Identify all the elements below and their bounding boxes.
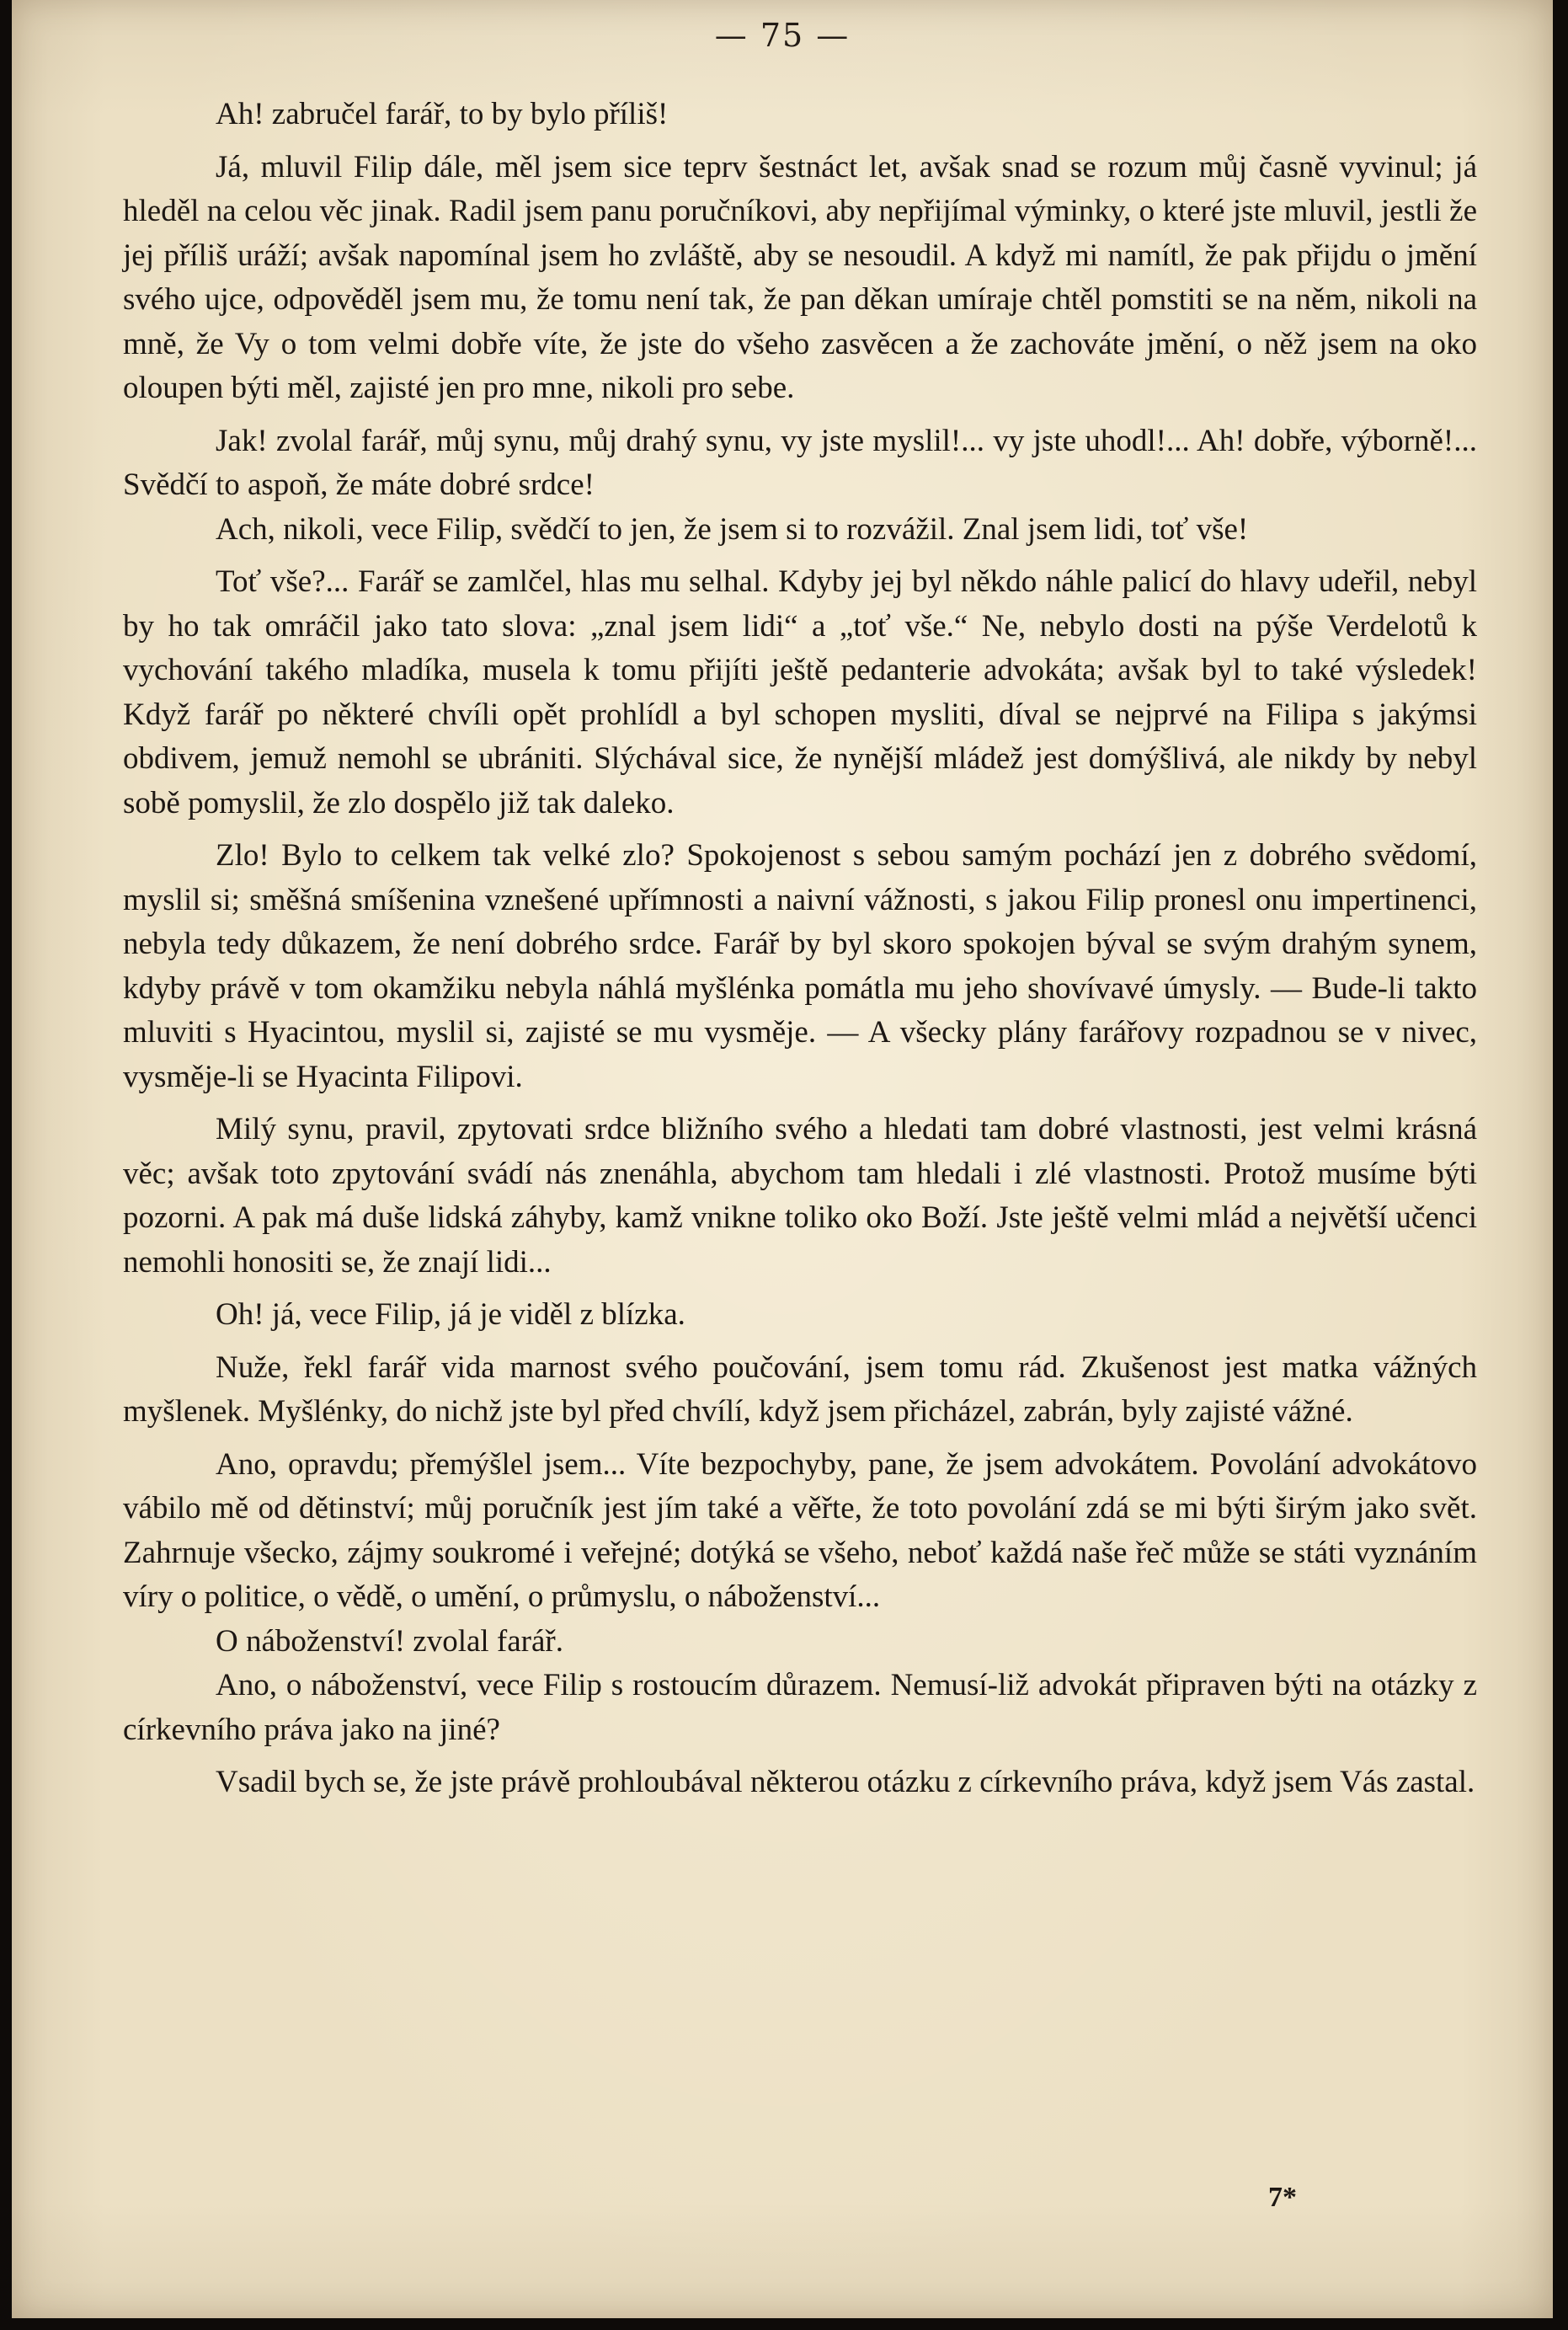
- page-number: — 75 —: [714, 17, 851, 54]
- paragraph: Vsadil bych se, že jste právě prohloubával některou otázku z církevního práva, když jsem Vás zastal.: [216, 1765, 1475, 1799]
- paragraph: Milý synu, pravil, zpytovati srdce bližního svého a hledati tam dobré vlastnosti, jest velmi krásná věc; avšak toto zpytování svádí nás znenáhla, abychom tam hledali i zlé vlastnosti. Protož musíme býti pozorni. A pak má duše lidská záhyby, kamž vnikne toliko oko Boží. Jste ještě velmi mlád a největší učenci nemohli honositi se, že znají lidi...: [123, 1112, 1477, 1280]
- paragraph: Oh! já, vece Filip, já je viděl z blízka.: [216, 1297, 685, 1332]
- paragraph: Toť vše?... Farář se zamlčel, hlas mu selhal. Kdyby jej byl někdo náhle palicí do hlavy udeřil, nebyl by ho tak omráčil jako tato slova: „znal jsem lidi“ a „toť vše.“ Ne, nebylo dosti na pýše Verdelotů k vychování takého mladíka, musela k tomu přijíti ještě pedanterie advokáta; avšak byl to také výsledek! Když farář po některé chvíli opět prohlídl a byl schopen mysliti, díval se nejprvé na Filipa s jakýmsi obdivem, jemuž nemohl se ubrániti. Slýchával sice, že nynější mládež jest domýšlivá, ale nikdy by nebyl sobě pomyslil, že zlo dospělo již tak daleko.: [123, 564, 1477, 820]
- signature-mark: 7*: [1268, 2182, 1297, 2213]
- paragraph: Ano, opravdu; přemýšlel jsem... Víte bezpochyby, pane, že jsem advokátem. Povolání advokátovo vábilo mě od dětinství; můj poručník jest jím také a věřte, že toto povolání zdá se mi býti širým jako svět. Zahrnuje všecko, zájmy soukromé i veřejné; dotýká se všeho, neboť každá naše řeč může se státi vyznáním víry o politice, o vědě, o umění, o průmyslu, o náboženství...: [123, 1446, 1477, 1614]
- book-page: [12, 0, 1553, 2318]
- paragraph: O náboženství! zvolal farář.: [216, 1623, 563, 1659]
- paragraph: Já, mluvil Filip dále, měl jsem sice teprv šestnáct let, avšak snad se rozum můj časně vyvinul; já hleděl na celou věc jinak. Radil jsem panu poručníkovi, aby nepřijímal výminky, o které jste mluvil, jestli že jej příliš uráží; avšak napomínal jsem ho zvláště, aby se nesoudil. A když mi namítl, že pak přijdu o jmění svého ujce, odpověděl jsem mu, že tomu není tak, že pan děkan umíraje chtěl pomstiti se na něm, nikoli na mně, že Vy o tom velmi dobře víte, že jste do všeho zasvěcen a že zachováte jmění, o něž jsem na oko oloupen býti měl, zajisté jen pro mne, nikoli pro sebe.: [123, 149, 1477, 405]
- body-text: [123, 93, 1477, 1814]
- paragraph: Ah! zabručel farář, to by bylo příliš!: [216, 97, 669, 131]
- paragraph: Ano, o náboženství, vece Filip s rostoucím důrazem. Nemusí-liž advokát připraven býti na otázky z církevního práva jako na jiné?: [123, 1668, 1477, 1747]
- paragraph: Ach, nikoli, vece Filip, svědčí to jen, že jsem si to rozvážil. Znal jsem lidi, toť vše!: [216, 511, 1249, 547]
- paragraph: Zlo! Bylo to celkem tak velké zlo? Spokojenost s sebou samým pochází jen z dobrého svědomí, myslil si; směšná smíšenina vznešené upřímnosti a naivní vážnosti, s jakou Filip pronesl onu impertinenci, nebyla tedy důkazem, že není dobrého srdce. Farář by byl skoro spokojen býval se svým drahým synem, kdyby právě v tom okamžiku nebyla náhlá myšlénka pomátla mu jeho shovívavé úmysly. — Bude-li takto mluviti s Hyacintou, myslil si, zajisté se mu vysměje. — A všecky plány farářovy rozpadnou se v nivec, vysměje-li se Hyacinta Filipovi.: [123, 838, 1477, 1094]
- paragraph: Nuže, řekl farář vida marnost svého poučování, jsem tomu rád. Zkušenost jest matka vážných myšlenek. Myšlénky, do nichž jste byl před chvílí, když jsem přicházel, zabrán, byly zajisté vážné.: [123, 1349, 1477, 1429]
- paragraph: Jak! zvolal farář, můj synu, můj drahý synu, vy jste myslil!... vy jste uhodl!... Ah! dobře, výborně!... Svědčí to aspoň, že máte dobré srdce!: [123, 423, 1477, 502]
